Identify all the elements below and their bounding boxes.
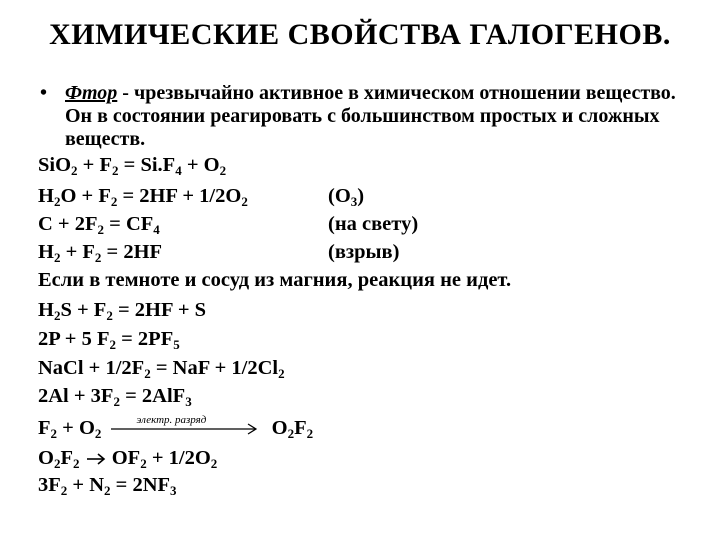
reaction-line [38, 384, 192, 408]
subscript: 2 [113, 394, 120, 409]
formula-part: SiO [38, 154, 72, 176]
formula-part: = 2AlF [119, 385, 186, 407]
subscript: 2 [106, 308, 113, 323]
formula-part: OF [106, 447, 141, 469]
formula-part: F [38, 417, 51, 439]
formula-part: O [38, 447, 54, 469]
reaction-line [38, 212, 160, 236]
bullet-icon: • [40, 82, 48, 104]
reaction-line [38, 416, 313, 440]
formula-part: F [60, 447, 73, 469]
formula-part: + O [57, 417, 95, 439]
subscript: 2 [140, 456, 147, 471]
reaction-line [38, 240, 162, 264]
page-title: ХИМИЧЕСКИЕ СВОЙСТВА ГАЛОГЕНОВ. [49, 18, 671, 51]
subscript: 2 [60, 483, 68, 498]
subscript: 2 [71, 163, 78, 178]
formula-part: + N [67, 474, 105, 496]
reaction-line [38, 446, 217, 470]
subscript: 2 [53, 456, 61, 471]
reaction-arrow [107, 416, 267, 440]
formula-part: C + 2F [38, 213, 98, 235]
formula-part: + 1/2O [146, 447, 211, 469]
reaction-line [38, 356, 285, 380]
formula-part: + F [77, 154, 113, 176]
subscript: 2 [94, 250, 102, 265]
arrow-label: электр. разряд [136, 414, 207, 426]
intro-text-block [65, 82, 680, 151]
reaction-line [38, 153, 226, 177]
subscript: 2 [144, 366, 151, 381]
intro-paragraph [40, 82, 680, 151]
formula-part: + O [181, 154, 220, 176]
formula-part: H [38, 299, 54, 321]
reaction-line [38, 473, 177, 497]
formula-part: = 2PF [115, 328, 174, 350]
note-part: ) [357, 185, 365, 207]
reaction-note: (на свету) [328, 213, 419, 235]
reaction-line [38, 327, 180, 351]
note-part: (O [328, 185, 351, 207]
subscript: 4 [175, 163, 182, 178]
formula-part: 3F [38, 474, 61, 496]
subscript: 5 [173, 337, 180, 352]
intro-term: Фтор [65, 82, 118, 104]
subscript: 2 [278, 366, 285, 381]
right-arrow-icon [85, 446, 107, 470]
subscript: 4 [153, 222, 160, 237]
subscript: 2 [72, 456, 80, 471]
reaction-line [38, 298, 206, 322]
formula-part: + F [60, 241, 95, 263]
reaction-comment: Если в темноте и сосуд из магния, реакция не идет. [38, 269, 512, 291]
reaction-line [38, 184, 248, 208]
intro-text: - чрезвычайно активное в химическом отношении вещество. Он в состоянии реагировать с большинством простых и сложных веществ. [65, 82, 676, 150]
formula-part: = NaF + 1/2Cl [150, 357, 279, 379]
subscript: 2 [97, 222, 105, 237]
formula-part: H [38, 241, 54, 263]
formula-part: O [271, 417, 288, 439]
reaction-note [328, 184, 364, 208]
formula-part: = 2HF [101, 241, 163, 263]
subscript: 3 [170, 483, 177, 498]
subscript: 2 [109, 337, 116, 352]
subscript: 2 [50, 426, 58, 441]
subscript: 2 [94, 426, 102, 441]
formula-part: = 2NF [110, 474, 171, 496]
formula-part: S + F [60, 299, 107, 321]
subscript: 2 [287, 426, 295, 441]
subscript: 2 [53, 308, 61, 323]
subscript: 2 [53, 250, 61, 265]
right-arrow-icon [107, 416, 267, 440]
formula-part: F [294, 417, 307, 439]
subscript: 2 [306, 426, 314, 441]
formula-part: 2P + 5 F [38, 328, 110, 350]
subscript: 2 [104, 483, 111, 498]
subscript: 2 [112, 163, 119, 178]
subscript: 2 [210, 456, 218, 471]
subscript: 3 [350, 194, 358, 209]
formula-part: NaCl + 1/2F [38, 357, 145, 379]
subscript: 2 [53, 194, 61, 209]
subscript: 2 [241, 194, 248, 209]
formula-part: H [38, 185, 54, 207]
formula-part: = CF [104, 213, 154, 235]
subscript: 3 [185, 394, 192, 409]
subscript: 2 [110, 194, 118, 209]
formula-part: = Si.F [118, 154, 176, 176]
formula-part: 2Al + 3F [38, 385, 114, 407]
formula-part: O + F [60, 185, 111, 207]
formula-part: = 2HF + 1/2O [117, 185, 242, 207]
subscript: 2 [219, 163, 227, 178]
reaction-note: (взрыв) [328, 241, 400, 263]
formula-part: = 2HF + S [112, 299, 207, 321]
